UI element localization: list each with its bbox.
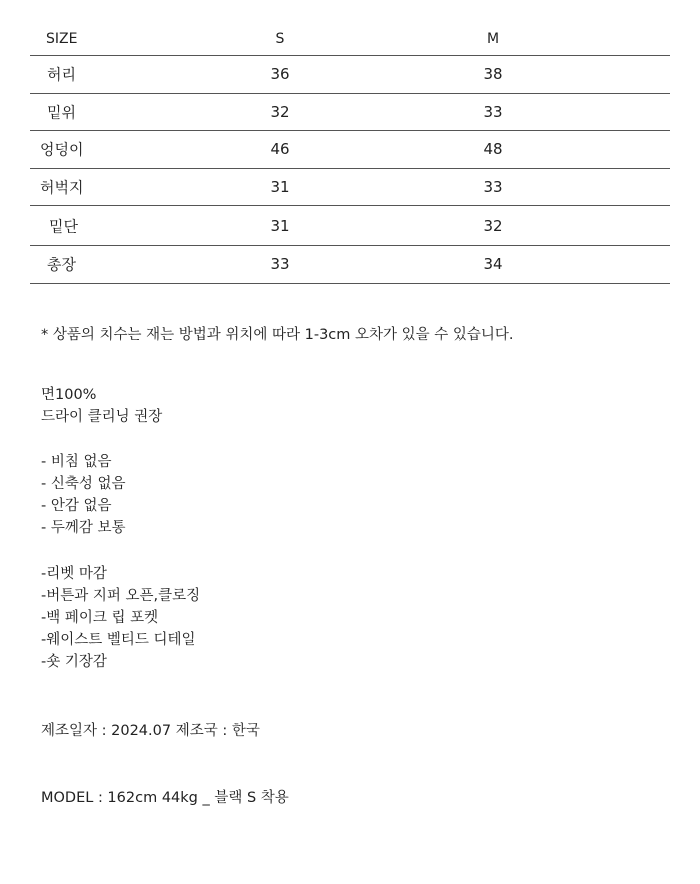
row-value-m: 32	[483, 216, 503, 235]
row-value-m: 33	[483, 102, 503, 121]
header-size-m: M	[486, 30, 500, 47]
material-info	[41, 384, 162, 428]
list-item: -웨이스트 벨티드 디테일	[41, 632, 196, 648]
detail-list	[41, 563, 200, 673]
row-value-m: 48	[483, 140, 503, 159]
table-row	[30, 246, 670, 284]
row-label: 허리	[47, 65, 76, 84]
care-instruction: 드라이 클리닝 권장	[41, 409, 163, 425]
list-item: - 안감 없음	[41, 498, 112, 514]
list-item: -버튼과 지퍼 오픈,클로징	[41, 588, 201, 604]
row-value-s: 31	[270, 177, 290, 196]
model-info	[41, 787, 289, 809]
row-value-s: 32	[270, 102, 290, 121]
row-value-s: 36	[270, 65, 290, 84]
model-text: MODEL : 162cm 44kg _ 블랙 S 착용	[41, 790, 289, 806]
property-list	[41, 451, 126, 539]
row-label: 총장	[47, 255, 76, 274]
manufacture-text: 제조일자 : 2024.07 제조국 : 한국	[41, 723, 260, 739]
row-label: 밑단	[49, 217, 78, 235]
row-label: 밑위	[47, 103, 76, 122]
list-item: -백 페이크 립 포켓	[41, 610, 159, 626]
row-label: 엉덩이	[40, 140, 84, 159]
row-label: 허벅지	[40, 178, 84, 197]
row-value-m: 34	[483, 255, 503, 274]
table-row	[30, 94, 670, 132]
row-value-s: 33	[270, 255, 290, 274]
list-item: -숏 기장감	[41, 654, 107, 670]
table-header-row	[30, 22, 670, 56]
row-value-s: 31	[270, 216, 290, 235]
table-row	[30, 56, 670, 94]
table-row	[30, 206, 670, 246]
header-size-label: SIZE	[46, 30, 78, 47]
list-item: - 비침 없음	[41, 454, 112, 470]
manufacture-info	[41, 720, 260, 742]
fabric-composition: 면100%	[41, 387, 97, 403]
measurement-note	[41, 324, 514, 346]
measurement-note-text: * 상품의 치수는 재는 방법과 위치에 따라 1-3cm 오차가 있을 수 있습니다.	[41, 327, 514, 343]
header-size-s: S	[275, 30, 285, 47]
size-table	[30, 22, 670, 284]
list-item: - 두께감 보통	[41, 520, 126, 536]
list-item: -리벳 마감	[41, 566, 107, 582]
row-value-m: 38	[483, 65, 503, 84]
table-row	[30, 169, 670, 207]
row-value-m: 33	[483, 177, 503, 196]
row-value-s: 46	[270, 140, 290, 159]
list-item: - 신축성 없음	[41, 476, 126, 492]
table-row	[30, 131, 670, 169]
